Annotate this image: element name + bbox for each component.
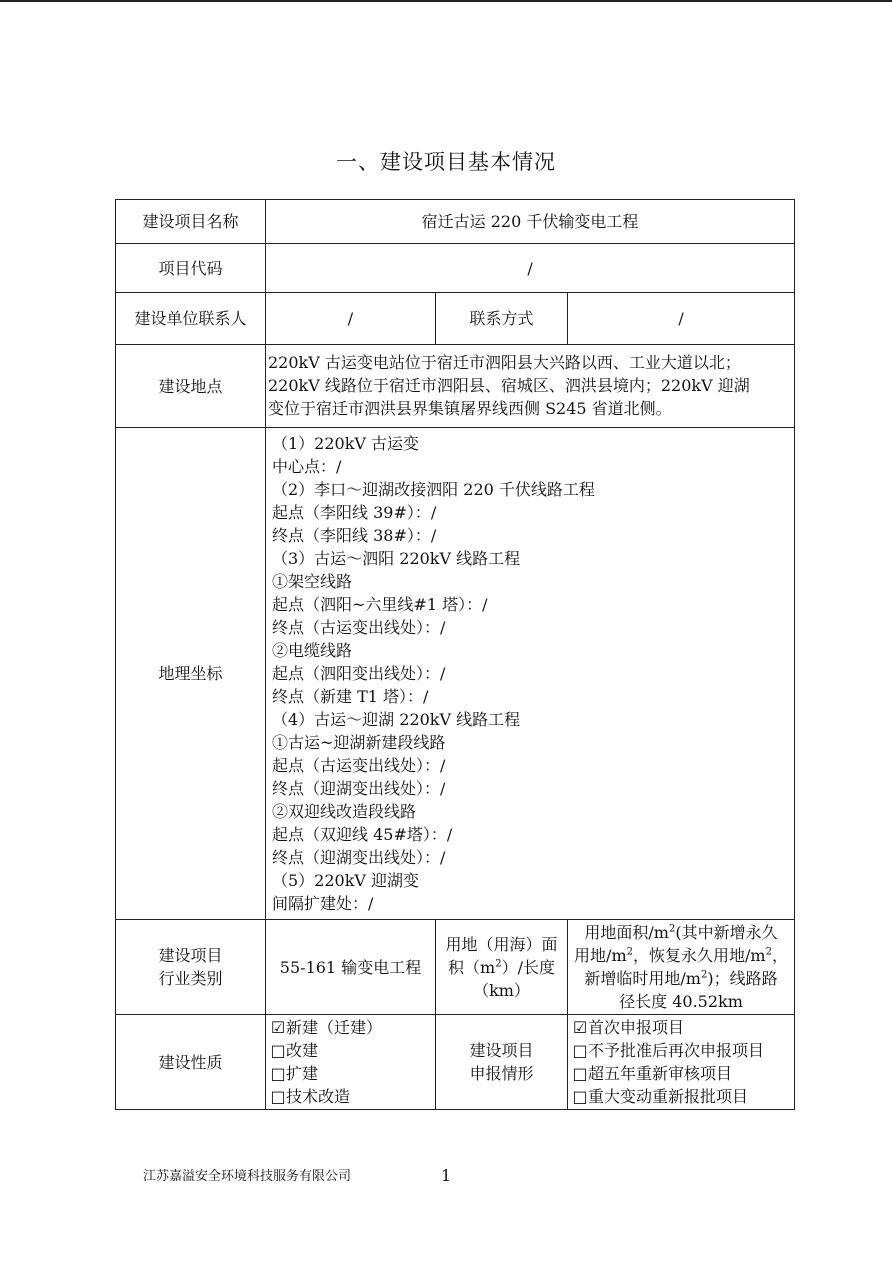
nature-option-text: 扩建 [286,1064,319,1083]
project-code-label: 项目代码 [116,244,266,293]
footer-company-name: 江苏嘉溢安全环境科技服务有限公司 [143,1169,352,1184]
report-option-text: 首次申报项目 [588,1018,685,1037]
location-line: 220kV 古运变电站位于宿迁市泗阳县大兴路以西、工业大道以北； [268,352,741,372]
row-industry [116,920,795,1015]
nature-option [270,1039,431,1062]
nature-label: 建设性质 [116,1015,266,1110]
coordinate-line: ①古运~迎湖新建段线路 [272,732,446,752]
contact-value: / [266,293,436,345]
contact-label: 建设单位联系人 [116,293,266,345]
report-option-text: 不予批准后再次申报项目 [588,1041,765,1060]
project-name-value: 宿迁古运 220 千伏输变电工程 [266,200,795,244]
nature-option [270,1085,431,1108]
checkbox-empty-icon: □ [270,1041,286,1060]
report-option [572,1016,790,1039]
industry-value: 55-161 输变电工程 [266,920,436,1015]
nature-options [266,1015,436,1110]
coordinate-line: ②双迎线改造段线路 [272,801,417,821]
area-label-line: 用地（用海）面 [445,934,558,954]
area-value-line [570,921,792,944]
superscript: 2 [626,946,633,958]
coordinate-line: 起点（李阳线 39#）：/ [272,502,437,522]
area-value-line: 径长度 40.52km [619,992,743,1011]
nature-option-text: 技术改造 [286,1087,351,1106]
report-option-text: 超五年重新审核项目 [588,1064,733,1083]
coordinate-line: 起点（古运变出线处）：/ [272,755,446,775]
checkbox-checked-icon: ☑ [572,1018,588,1037]
industry-label [116,920,266,1015]
area-label-text: 积（m [448,957,496,977]
row-coordinates [116,428,795,920]
row-project-name [116,200,795,244]
coordinate-line: 起点（泗阳~六里线#1 塔）：/ [272,594,488,614]
checkbox-empty-icon: □ [270,1064,286,1083]
coordinate-line: （5）220kV 迎湖变 [272,870,420,890]
coordinate-line: ①架空线路 [272,571,353,591]
coordinate-line: 起点（泗阳变出线处）：/ [272,663,446,683]
nature-option-text: 改建 [286,1041,319,1060]
row-project-code [116,244,795,293]
area-label-line: （km） [473,980,530,1000]
superscript: 2 [495,958,502,970]
checkbox-checked-icon: ☑ [270,1018,286,1037]
project-info-table [115,199,795,1110]
report-option-text: 重大变动重新报批项目 [588,1087,749,1106]
nature-option-text: 新建（迁建） [286,1018,383,1037]
area-value-line [570,967,792,990]
report-label-line: 申报情形 [469,1064,534,1083]
row-contact [116,293,795,345]
coordinate-line: （2）李口～迎湖改接泗阳 220 千伏线路工程 [272,479,595,499]
report-label-line: 建设项目 [469,1041,534,1060]
area-label-text: ）/长度 [501,957,555,977]
coordinate-line: 终点（新建 T1 塔）：/ [272,686,429,706]
coordinate-line: （1）220kV 古运变 [272,433,420,453]
coordinates-label: 地理坐标 [116,428,266,920]
location-value [266,345,795,428]
coordinate-line: 终点（古运变出线处）：/ [272,617,446,637]
area-value-line [570,944,792,967]
coordinates-value [266,428,795,920]
checkbox-empty-icon: □ [572,1041,588,1060]
location-line: 变位于宿迁市泗洪县界集镇屠界线西侧 S245 省道北侧。 [268,398,672,418]
nature-option [270,1016,431,1039]
contact-method-label: 联系方式 [436,293,568,345]
area-value [568,920,795,1015]
project-name-label: 建设项目名称 [116,200,266,244]
report-option [572,1085,790,1108]
area-value-text: 用地面积/m [584,923,669,942]
area-value-text: 用地/m [574,946,627,965]
location-label: 建设地点 [116,345,266,428]
coordinate-line: 终点（李阳线 38#）：/ [272,525,437,545]
area-label [436,920,568,1015]
area-value-text: ， [771,946,788,965]
coordinate-line: 间隔扩建处：/ [272,893,374,913]
coordinate-line: 终点（迎湖变出线处）：/ [272,778,446,798]
coordinate-line: （4）古运～迎湖 220kV 线路工程 [272,709,521,729]
coordinate-line: （3）古运～泗阳 220kV 线路工程 [272,548,521,568]
row-location [116,345,795,428]
page-title: 一、建设项目基本情况 [336,150,556,174]
report-options [568,1015,795,1110]
area-value-text: )；线路路 [707,969,778,988]
report-option [572,1062,790,1085]
area-value-text: 新增临时用地/m [584,969,701,988]
nature-option [270,1062,431,1085]
coordinate-line: 起点（双迎线 45#塔）：/ [272,824,453,844]
report-label [436,1015,568,1110]
coordinate-line: 终点（迎湖变出线处）：/ [272,847,446,867]
checkbox-empty-icon: □ [572,1087,588,1106]
row-nature [116,1015,795,1110]
location-line: 220kV 线路位于宿迁市泗阳县、宿城区、泗洪县境内；220kV 迎湖 [268,375,750,395]
superscript: 2 [668,923,676,935]
area-value-text: (其中新增永久 [675,923,778,942]
checkbox-empty-icon: □ [572,1064,588,1083]
superscript: 2 [765,946,772,958]
industry-label-line: 建设项目 [158,946,223,965]
report-option [572,1039,790,1062]
contact-method-value: / [568,293,795,345]
top-border-line [0,0,892,2]
project-code-value: / [266,244,795,293]
coordinate-line: ②电缆线路 [272,640,353,660]
area-label-line [439,956,564,979]
checkbox-empty-icon: □ [270,1087,286,1106]
area-value-text: ，恢复永久用地/m [633,946,766,965]
page-number: 1 [441,1166,452,1185]
industry-label-line: 行业类别 [158,969,223,988]
superscript: 2 [700,969,708,981]
coordinate-line: 中心点：/ [272,456,342,476]
